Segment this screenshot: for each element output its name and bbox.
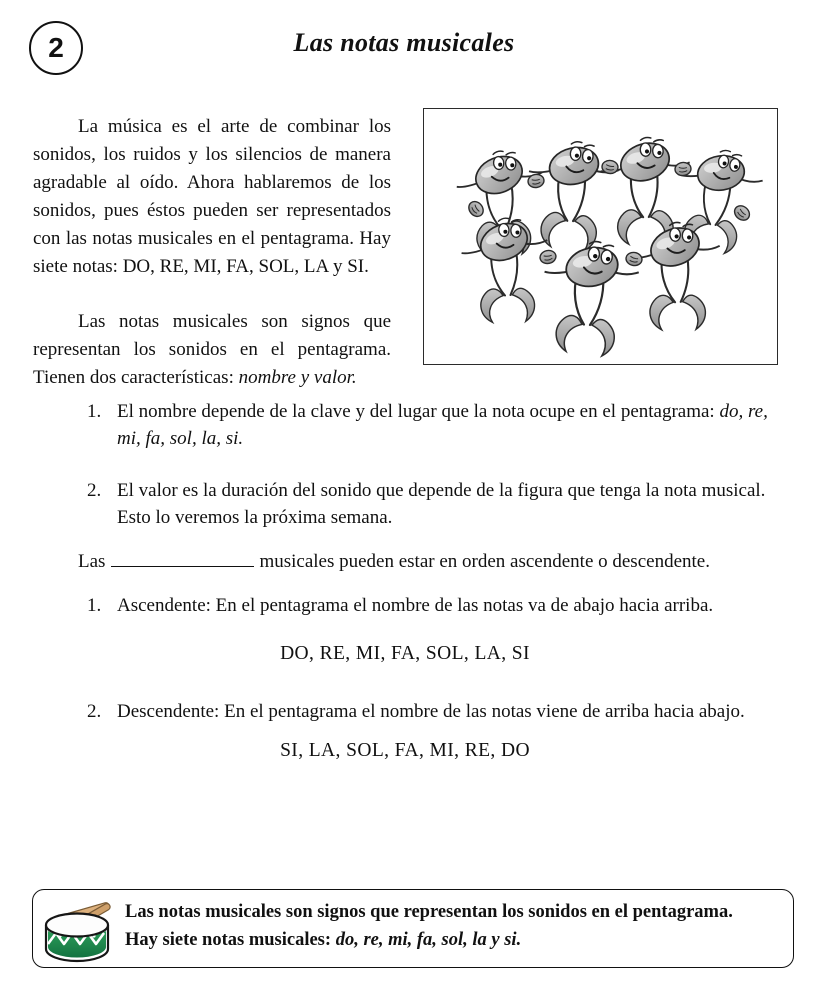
order-item-2-text: Descendente: En el pentagrama el nombre de las notas viene de arriba hacia abajo. [117,701,745,722]
intro-text-column [33,108,391,392]
summary-box [32,889,794,968]
fill-blank-before: Las [78,551,106,572]
summary-line-1: Las notas musicales son signos que representan los sonidos en el pentagrama. [125,902,733,922]
summary-line-2-emphasis: do, re, mi, fa, sol, la y si. [335,929,522,950]
ascending-notes-sequence: DO, RE, MI, FA, SOL, LA, SI [280,643,530,664]
lesson-number: 2 [48,32,64,63]
page-title: Las notas musicales [293,28,515,57]
order-item-2-number: 2. [87,701,102,722]
intro-paragraph-1: La música es el arte de combinar los sonidos, los ruidos y los silencios de manera agradable al oído. Ahora hablaremos de los sonidos, pues éstos pueden ser representados con las notas musicales en el pentagrama. Hay siete notas: DO, RE, MI, FA, SOL, LA y SI. [33,116,391,277]
characteristics-item-2-body: El valor es la duración del sonido que depende de la figura que tenga la nota musical. Esto lo veremos la próxima semana. [117,480,766,528]
dancing-notes-icon [424,109,777,364]
characteristics-item-2-number: 2. [87,480,102,501]
order-item-ascendente [87,592,793,619]
characteristics-item-1 [87,398,793,452]
dancing-musical-notes-illustration [423,108,778,365]
drum-icon [38,891,120,972]
descending-notes-sequence: SI, LA, SOL, FA, MI, RE, DO [280,740,530,761]
summary-text [125,899,805,954]
characteristics-item-1-body: El nombre depende de la clave y del lugar que la nota ocupe en el pentagrama: [117,401,720,422]
fill-in-blank-sentence [78,548,710,575]
summary-line-2 [125,927,805,955]
intro-paragraph-2-emphasis: nombre y valor. [238,367,357,388]
characteristics-item-1-text [117,398,793,452]
order-item-1-number: 1. [87,595,102,616]
characteristics-item-2 [87,477,793,531]
order-item-descendente [87,698,793,725]
characteristics-item-2-text [117,477,793,531]
intro-section [33,108,793,392]
fill-blank-after: musicales pueden estar en orden ascendente o descendente. [259,551,710,572]
intro-paragraph-2-text: Las notas musicales son signos que representan los sonidos en el pentagrama. Tienen dos características: [33,311,391,388]
characteristics-item-1-emphasis: do, re, mi, fa, sol, la, si. [117,401,768,449]
intro-paragraph-2 [33,308,391,392]
blank-underline [111,551,254,567]
characteristics-item-1-number: 1. [87,401,102,422]
order-item-1-text: Ascendente: En el pentagrama el nombre de las notas va de abajo hacia arriba. [117,595,714,616]
summary-line-2-text: Hay siete notas musicales: [125,929,336,950]
